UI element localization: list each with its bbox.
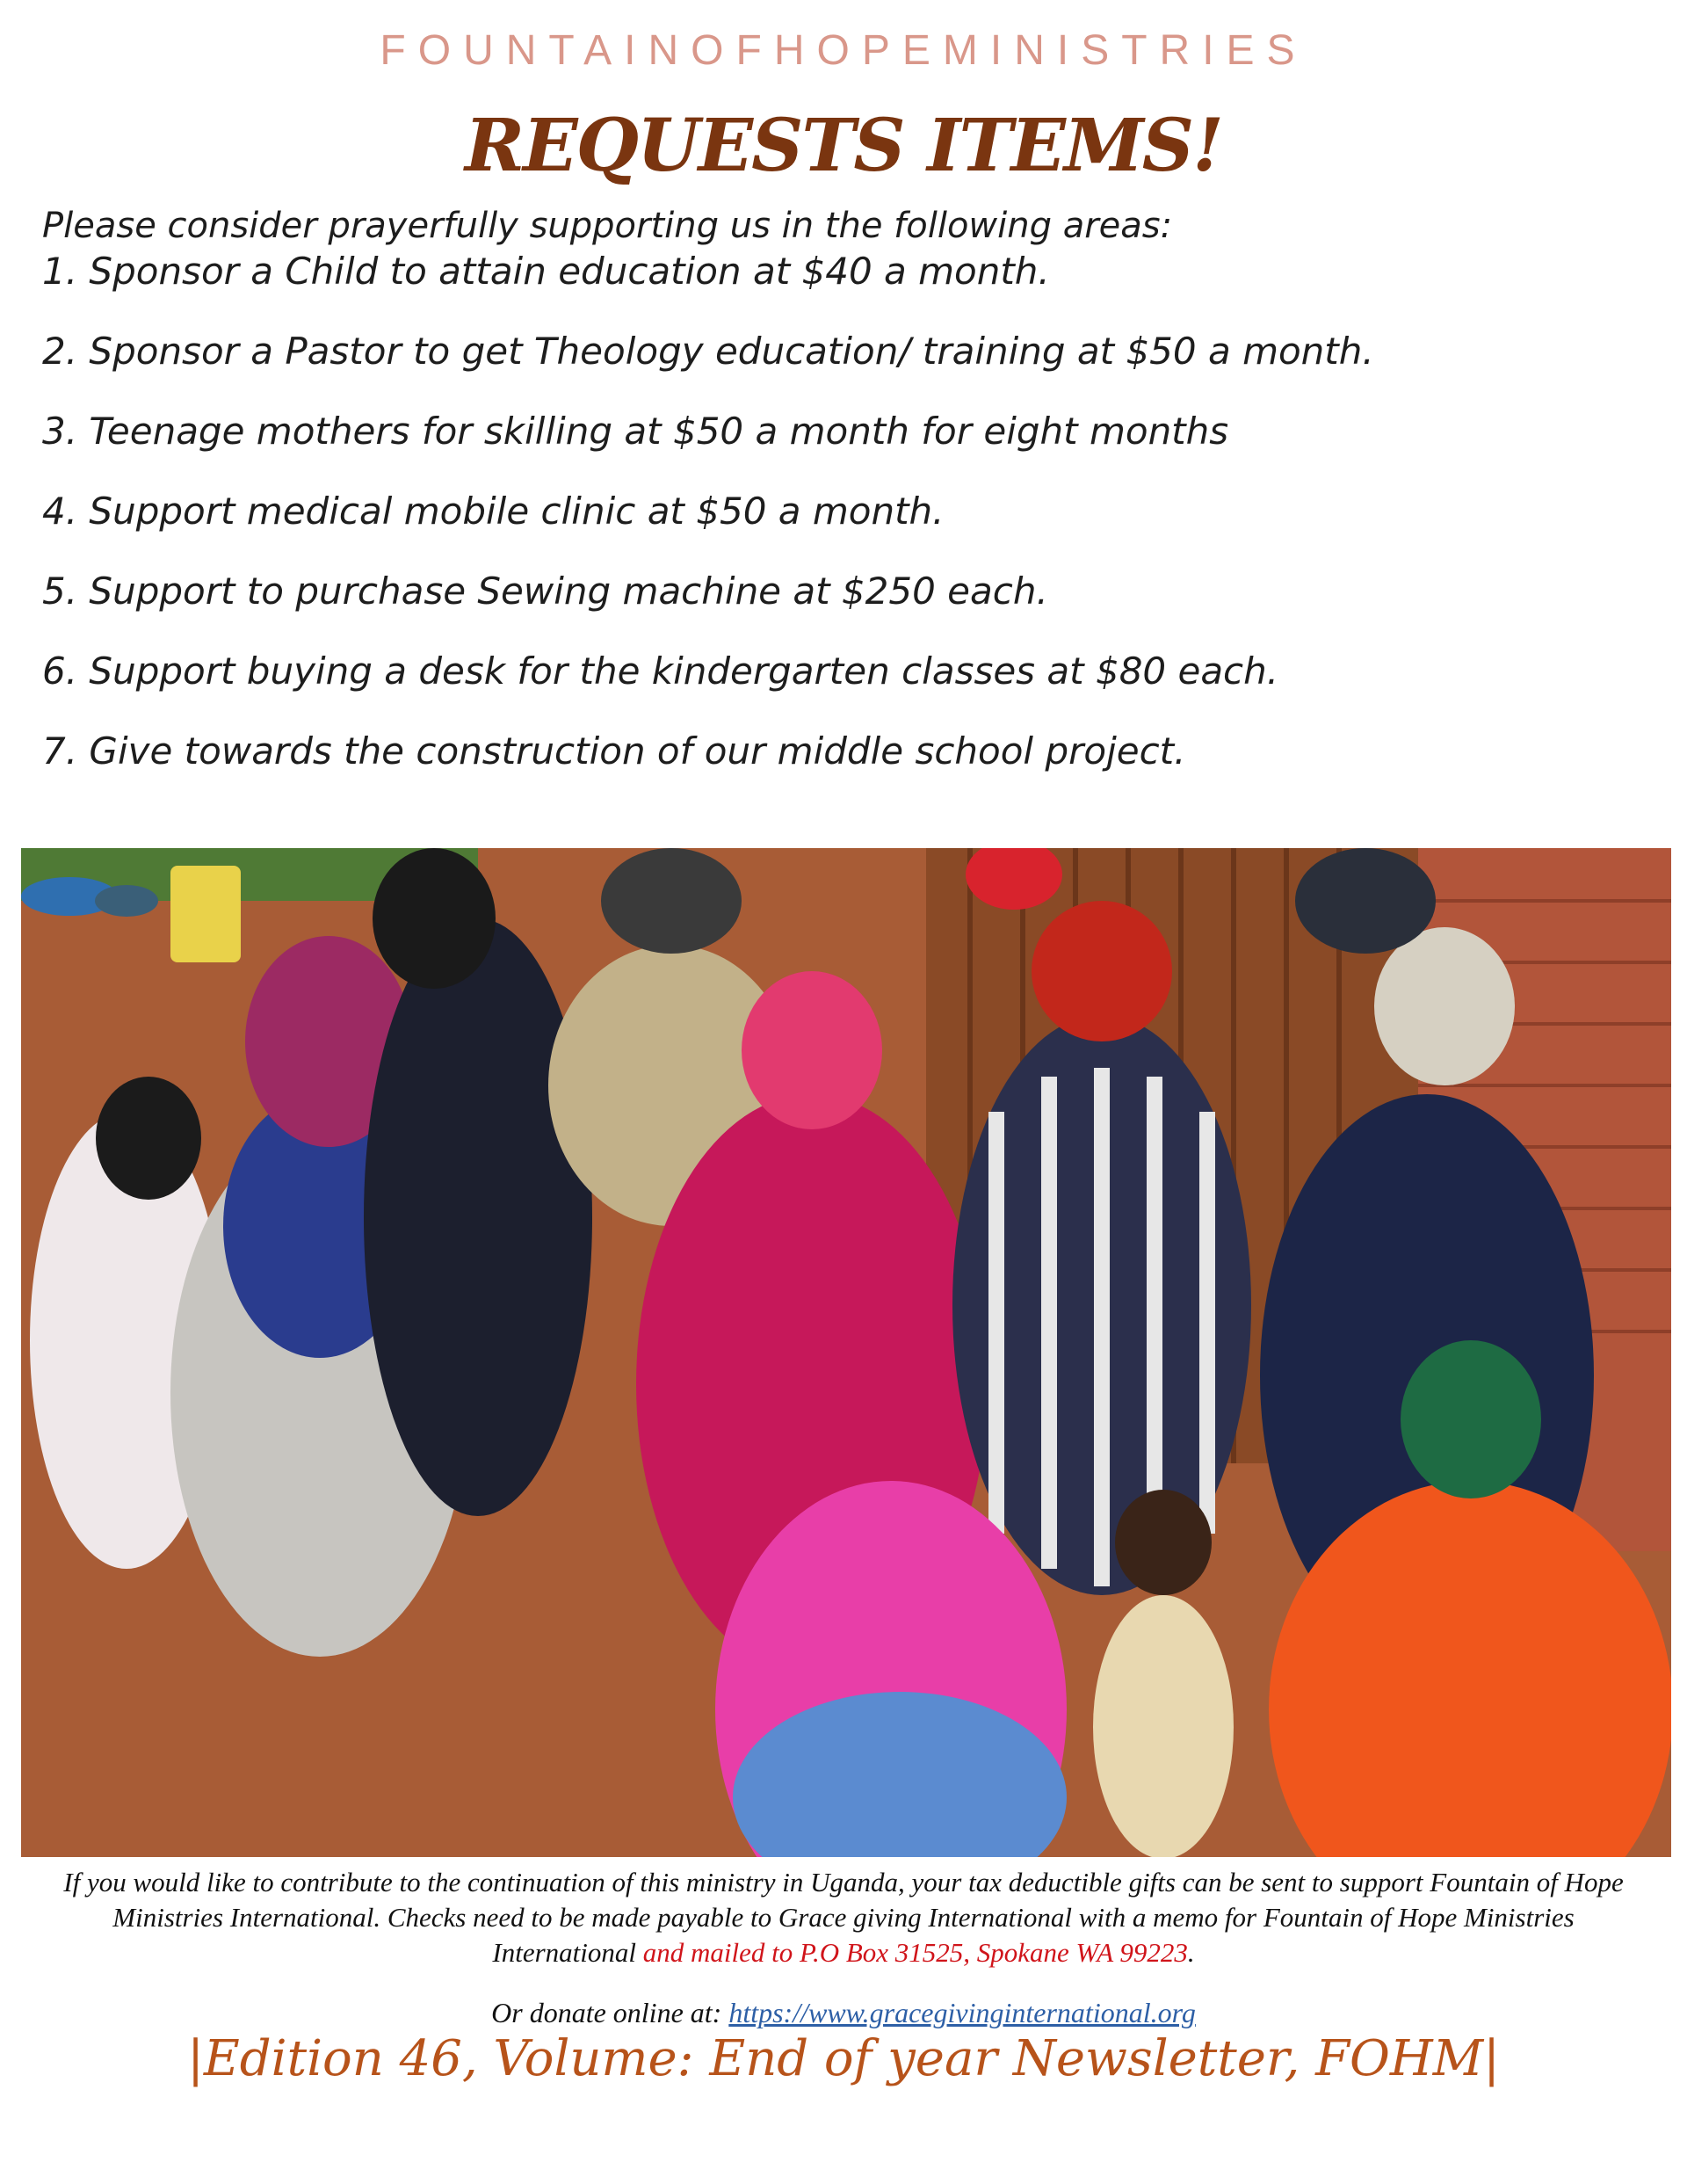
period: . (1187, 1937, 1195, 1968)
donate-line (0, 1997, 1687, 2029)
mailing-address: and mailed to P.O Box 31525, Spokane WA 99223 (642, 1937, 1188, 1968)
request-item: 4. Support medical mobile clinic at $50 a month. (42, 490, 945, 533)
page-title: REQUESTS ITEMS! (465, 104, 1222, 188)
group-prayer-photo (21, 848, 1671, 1857)
edition-footer: |Edition 46, Volume: End of year Newsletter, FOHM| (187, 2030, 1500, 2087)
intro-text: Please consider prayerfully supporting us in the following areas: (42, 206, 1173, 246)
request-items-list (42, 250, 1374, 809)
request-item: 2. Sponsor a Pastor to get Theology education/ training at $50 a month. (42, 330, 1374, 373)
request-item: 6. Support buying a desk for the kindergarten classes at $80 each. (42, 649, 1279, 693)
contribution-info (53, 1865, 1634, 1970)
request-item: 7. Give towards the construction of our middle school project. (42, 729, 1186, 773)
donate-label: Or donate online at: (491, 1997, 722, 2028)
donate-link[interactable]: https://www.gracegivinginternational.org (728, 1997, 1196, 2028)
request-item: 1. Sponsor a Child to attain education at $40 a month. (42, 250, 1050, 293)
request-item: 5. Support to purchase Sewing machine at $250 each. (42, 570, 1048, 613)
request-item: 3. Teenage mothers for skilling at $50 a month for eight months (42, 410, 1229, 453)
org-name-header: FOUNTAINOFHOPEMINISTRIES (380, 27, 1307, 74)
contribution-text: If you would like to contribute to the continuation of this ministry in Uganda, your tax deductible gifts can be sent to support Fountain of Hope Ministries International. Checks need to be made payable to Grace giving International with a memo for Fountain of Hope Ministries International (63, 1867, 1624, 1968)
